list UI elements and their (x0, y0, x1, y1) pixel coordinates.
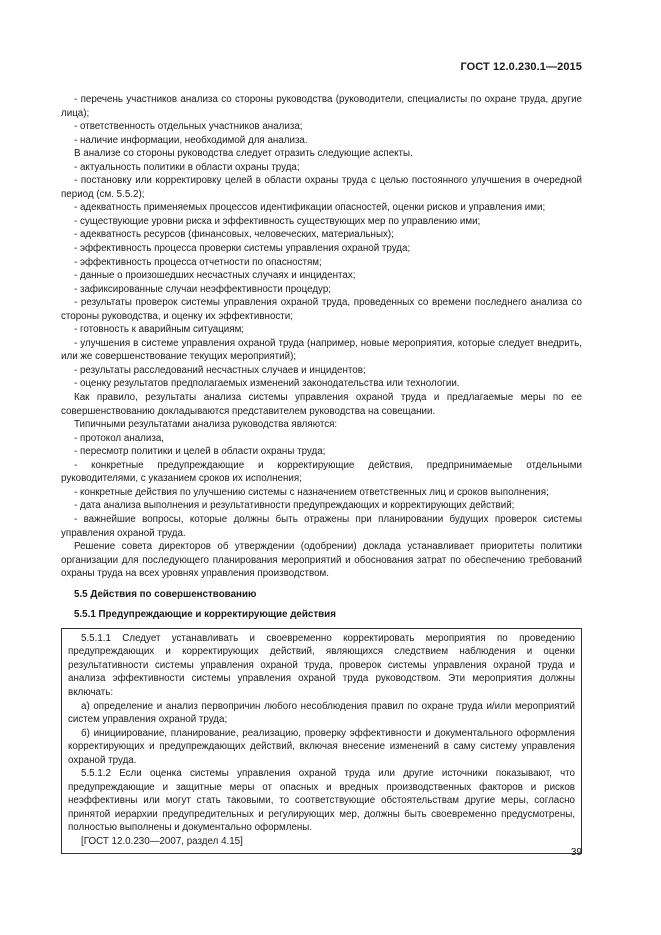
clause-5-5-1-1: 5.5.1.1 Следует устанавливать и своевременно корректировать мероприятия по проведению предупреждающих и корректирующих действий, являющихся следствием наблюдения и оценки результативности системы управления охраной труда, проверок системы управления охраной труда и анализа эффективности системы управления охраной труда руководством. Эти мероприятия должны включать: (68, 632, 575, 698)
list-item: - конкретные действия по улучшению системы с назначением ответственных лиц и сроков выполнения; (74, 486, 549, 498)
standard-reference: [ГОСТ 12.0.230—2007, раздел 4.15] (81, 835, 243, 847)
list-item: - адекватность применяемых процессов идентификации опасностей, оценки рисков и управления ими; (74, 202, 546, 214)
list-item: - результаты проверок системы управления охраной труда, проведенных со времени последнего анализа со стороны руководства, и оценку их эффективности; (61, 297, 582, 322)
list-item: б) инициирование, планирование, реализацию, проверку эффективности и документального оформления корректирующих и предупреждающих действий, включая внесение изменений в саму систему управления охраной труда. (68, 727, 575, 766)
paragraph: Как правило, результаты анализа системы управления охраной труда и предлагаемые меры по ее совершенствованию докладываются представителем руководства на совещании. (61, 392, 582, 417)
list-item: - готовность к аварийным ситуациям; (74, 324, 245, 336)
clause-5-5-1-2: 5.5.1.2 Если оценка системы управления охраной труда или другие источники показывают, что предупреждающие и защитные меры от опасных и вредных производственных факторов и рисков неэффективны или могут стать таковыми, то соответствующие обстоятельствам другие меры, согласно принятой иерархии предупредительных и регулирующих мер, должны быть своевременно предусмотрены, полностью выполнены и документально оформлены. (68, 768, 575, 834)
list-item: - протокол анализа, (74, 432, 165, 444)
list-item: - перечень участников анализа со стороны руководства (руководители, специалисты по охране труда, другие лица); (61, 94, 582, 119)
section-heading-5-5: 5.5 Действия по совершенствованию (74, 588, 257, 600)
list-item: - дата анализа выполнения и результативности предупреждающих и корректирующих действий; (74, 500, 515, 512)
list-item: а) определение и анализ первопричин любого несоблюдения правил по охране труда и/или мероприятий систем управления охраной труда; (68, 700, 575, 726)
page-body (61, 93, 582, 854)
list-item: - постановку или корректировку целей в области охраны труда с целью постоянного улучшения в очередной период (см. 5.5.2); (61, 175, 582, 200)
paragraph: В анализе со стороны руководства следует отразить следующие аспекты. (74, 148, 413, 160)
quoted-standard-box (61, 628, 582, 854)
list-item: - зафиксированные случаи неэффективности процедур; (74, 283, 331, 295)
list-item: - оценку результатов предполагаемых изменений законодательства или технологии. (74, 378, 460, 390)
paragraph: Типичными результатами анализа руководства являются: (74, 419, 338, 431)
list-item: - результаты расследований несчастных случаев и инцидентов; (74, 364, 366, 376)
page-number: 39 (570, 847, 582, 858)
list-item: - адекватность ресурсов (финансовых, человеческих, материальных); (74, 229, 394, 241)
list-item: - существующие уровни риска и эффективность существующих мер по управлению ими; (74, 215, 481, 227)
list-item: - наличие информации, необходимой для анализа. (74, 134, 308, 146)
list-item: - важнейшие вопросы, которые должны быть отражены при планировании будущих проверок системы управления охраной труда. (61, 513, 582, 539)
list-item: - ответственность отдельных участников анализа; (74, 121, 303, 133)
list-item: - эффективность процесса отчетности по опасностям; (74, 256, 322, 268)
list-item: - данные о произошедших несчастных случаях и инцидентах; (74, 270, 356, 282)
list-item: - конкретные предупреждающие и корректирующие действия, предпринимаемые отдельными руководителями, с указанием сроков их исполнения; (61, 459, 582, 485)
list-item: - актуальность политики в области охраны труда; (74, 161, 300, 173)
paragraph: Решение совета директоров об утверждении (одобрении) доклада устанавливает приоритеты политики организации для последующего планирования мероприятий и обоснования затрат по обеспечению требований охраны труда на всех уровнях управления производством. (61, 541, 582, 580)
list-item: - улучшения в системе управления охраной труда (например, новые мероприятия, которые следует внедрить, или же совершенствование текущих мероприятий); (61, 337, 582, 363)
list-item: - эффективность процесса проверки системы управления охраной труда; (74, 243, 411, 255)
document-code-header: ГОСТ 12.0.230.1—2015 (460, 61, 582, 73)
section-heading-5-5-1: 5.5.1 Предупреждающие и корректирующие действия (74, 609, 336, 621)
list-item: - пересмотр политики и целей в области охраны труда; (74, 446, 326, 458)
